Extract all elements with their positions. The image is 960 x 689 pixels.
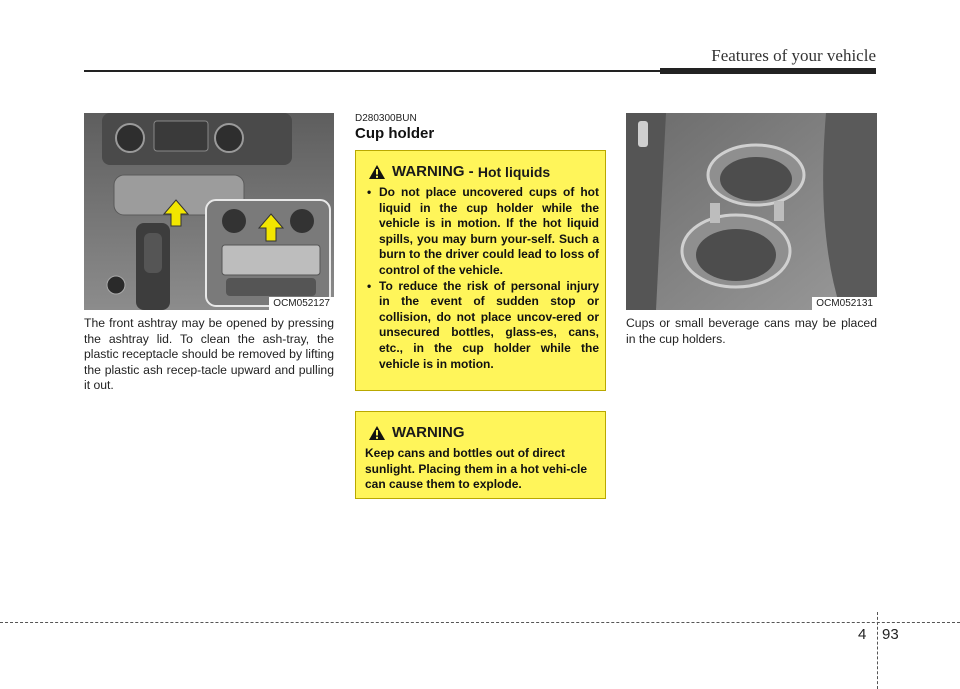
warning-subtitle: Hot liquids	[477, 163, 551, 180]
chapter-number: 4	[858, 626, 867, 643]
cup-holder-description: Cups or small beverage cans may be placed in the cup holders.	[626, 316, 877, 346]
warning-hot-liquids-heading	[368, 163, 550, 180]
page-number: 93	[882, 626, 899, 643]
warning-triangle-icon	[368, 164, 386, 180]
cup-holder-photo-caption: OCM052131	[812, 297, 877, 310]
header-title: Features of your vehicle	[711, 46, 876, 65]
warning-sunlight-heading	[368, 424, 465, 441]
ashtray-photo	[84, 113, 334, 310]
ashtray-description: The front ashtray may be opened by pressing the ashtray lid. To clean the ash-tray, the plastic receptacle should be removed by lifting the plastic ash recep-tacle upward and pulling it out.	[84, 316, 334, 392]
footer-rule	[0, 622, 960, 623]
header-rule	[84, 70, 660, 72]
warning-sunlight-box	[355, 411, 606, 499]
warning-sunlight-text: Keep cans and bottles out of direct sunlight. Placing them in a hot vehi-cle can cause them to explode.	[365, 446, 588, 492]
cup-holder-illustration	[626, 113, 877, 310]
warning-item: • Do not place uncovered cups of hot liquid in the cup holder while the vehicle is in motion. If the hot liquid spills, you may burn your-self. Such a burn to the driver could lead to loss of control of the vehicle.	[365, 185, 599, 279]
section-title: Cup holder	[355, 125, 435, 142]
footer-divider	[877, 612, 878, 689]
ashtray-illustration	[84, 113, 334, 310]
cup-holder-photo	[626, 113, 877, 310]
section-code: D280300BUN	[355, 113, 417, 124]
warning-triangle-icon	[368, 425, 386, 441]
ashtray-photo-caption: OCM052127	[269, 297, 334, 310]
header-rule-accent	[660, 68, 876, 74]
warning-title: WARNING -	[392, 163, 474, 180]
warning-hot-liquids-box	[355, 150, 606, 391]
warning-title: WARNING	[392, 424, 465, 441]
warning-item: • To reduce the risk of personal injury in the event of sudden stop or collision, do not place uncov-ered or unsecured bottles, glass-es, cans, etc., in the cup holder while the vehicle is in motion.	[365, 279, 599, 373]
warning-hot-liquids-list	[365, 185, 599, 372]
